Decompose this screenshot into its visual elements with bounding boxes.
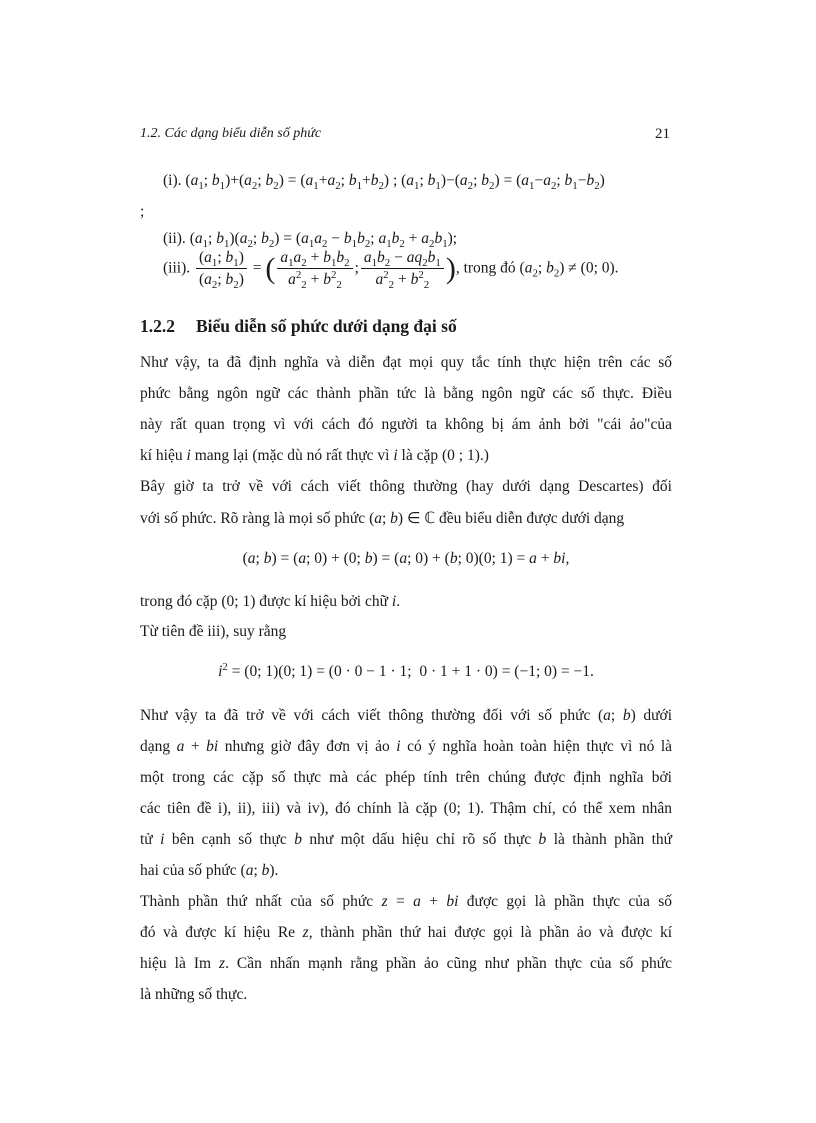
running-header	[140, 126, 670, 144]
paragraph-1-line-4: kí hiệu i mang lại (mặc dù nó rất thực vì i là cặp (0 ; 1).)	[140, 447, 489, 464]
rule-iii-label: (iii).	[163, 259, 191, 277]
paragraph-4-line-4: là những số thực.	[140, 986, 248, 1003]
fraction-lhs: $\frac{(a_1; b_1)}{(a_2; b_2)}$	[196, 249, 247, 289]
paragraph-3-line-6: hai của số phức (a; b).	[140, 862, 279, 879]
paragraph-3-line-5: tử i bên cạnh số thực b như một dấu hiệu chỉ rõ số thực b là thành phần thứ	[140, 831, 673, 848]
after-equation-line: trong đó cặp (0; 1) được kí hiệu bởi chữ i.	[140, 593, 401, 610]
rule-i-label: (i).	[163, 172, 182, 189]
paragraph-4-line-3: hiệu là Im z. Cần nhấn mạnh rằng phần ảo cũng như phần thực của số phức	[140, 955, 673, 972]
paragraph-4-line-2: đó và được kí hiệu Re z, thành phần thứ hai được gọi là phần ảo và được kí	[140, 924, 673, 941]
paragraph-2-line-1: Bây giờ ta trở về với cách viết thông thường (hay dưới dạng Descartes) đối	[140, 478, 672, 495]
paragraph-1-line-3: này rất quan trọng vì với cách đó người ta không bị ám ảnh bởi "cái ảo"của	[140, 416, 672, 433]
fraction-imag: $\frac{a_1b_2 - aq_2b_1}{a^2_2 + b^2_2}$	[361, 249, 444, 289]
equation-algebraic-form: (a; b) = (a; 0) + (0; b) = (a; 0) + (b; 0)(0; 1) = a + bi,	[242, 550, 570, 567]
section-number: 1.2.2	[140, 316, 175, 336]
paragraph-3-line-3: một trong các cặp số thực mà các phép tính trên chúng được định nghĩa bởi	[140, 769, 672, 786]
equation-i-squared: $i^2 = (0$; 1)(0; 1) = (0 · 0 − 1 · 1; 0 · 1 + 1 · 0) = (−1; 0) = −1.	[218, 660, 594, 680]
rule-ii: (ii). ($a_1$; $b_1)(a_2$; $b_2) = (a_1a_2 - b_1b_2$; $a_1b_2 + a_2b_1$);	[163, 230, 458, 251]
rule-iii-tail: , trong đó	[455, 259, 516, 277]
rule-i: (i). ($a_1$; $b_1)+(a_2$; $b_2) = (a_1+a_2$; $b_1+b_2$) ; ($a_1$; $b_1)-(a_2$; $b_2) = (a_1-a_2$; $b_1-b_2$)	[163, 172, 605, 193]
axiom-line: Từ tiên đề iii), suy rằng	[140, 623, 287, 640]
fraction-real: $\frac{a_1a_2 + b_1b_2}{a^2_2 + b^2_2}$	[277, 249, 352, 289]
running-title: 1.2. Các dạng biểu diễn số phức	[140, 126, 322, 141]
page-number: 21	[655, 126, 670, 142]
paragraph-1-line-2: phức bằng ngôn ngữ các thành phần tức là bằng ngôn ngữ các số thực. Điều	[140, 385, 672, 402]
paragraph-2-line-2: với số phức. Rõ ràng là mọi số phức (a; b) ∈ ℂ đều biểu diễn được dưới dạng	[140, 510, 625, 527]
semicolon-line: ;	[140, 203, 145, 220]
rule-ii-label: (ii).	[163, 230, 186, 247]
section-heading	[140, 316, 457, 337]
rule-iii: (iii). $\frac{(a_1; b_1)}{(a_2; b_2)}$ = ( $\frac{a_1a_2 + b_1b_2}{a^2_2 + b^2_2}$ ; $\frac{a_1b_2 - aq_2b_1}{a^2_2 + b^2_2}$ ), trong đó ($a_2$; $b_2) \ne (0$; 0).	[163, 249, 619, 292]
paragraph-4-line-1: Thành phần thứ nhất của số phức z = a + bi được gọi là phần thực của số	[140, 893, 673, 910]
paragraph-3-line-2: dạng a + bi nhưng giờ đây đơn vị ảo i có ý nghĩa hoàn toàn hiện thực vì nó là	[140, 738, 673, 755]
section-title: Biểu diễn số phức dưới dạng đại số	[196, 316, 457, 336]
paragraph-1-line-1: Như vậy, ta đã định nghĩa và diễn đạt mọi quy tắc tính thực hiện trên các số	[140, 354, 672, 371]
paragraph-3-line-1: Như vậy ta đã trở về với cách viết thông thường đối với số phức (a; b) dưới	[140, 707, 672, 724]
paragraph-3-line-4: các tiên đề i), ii), iii) và iv), đó chính là cặp (0; 1). Thậm chí, có thể xem nhân	[140, 800, 672, 817]
